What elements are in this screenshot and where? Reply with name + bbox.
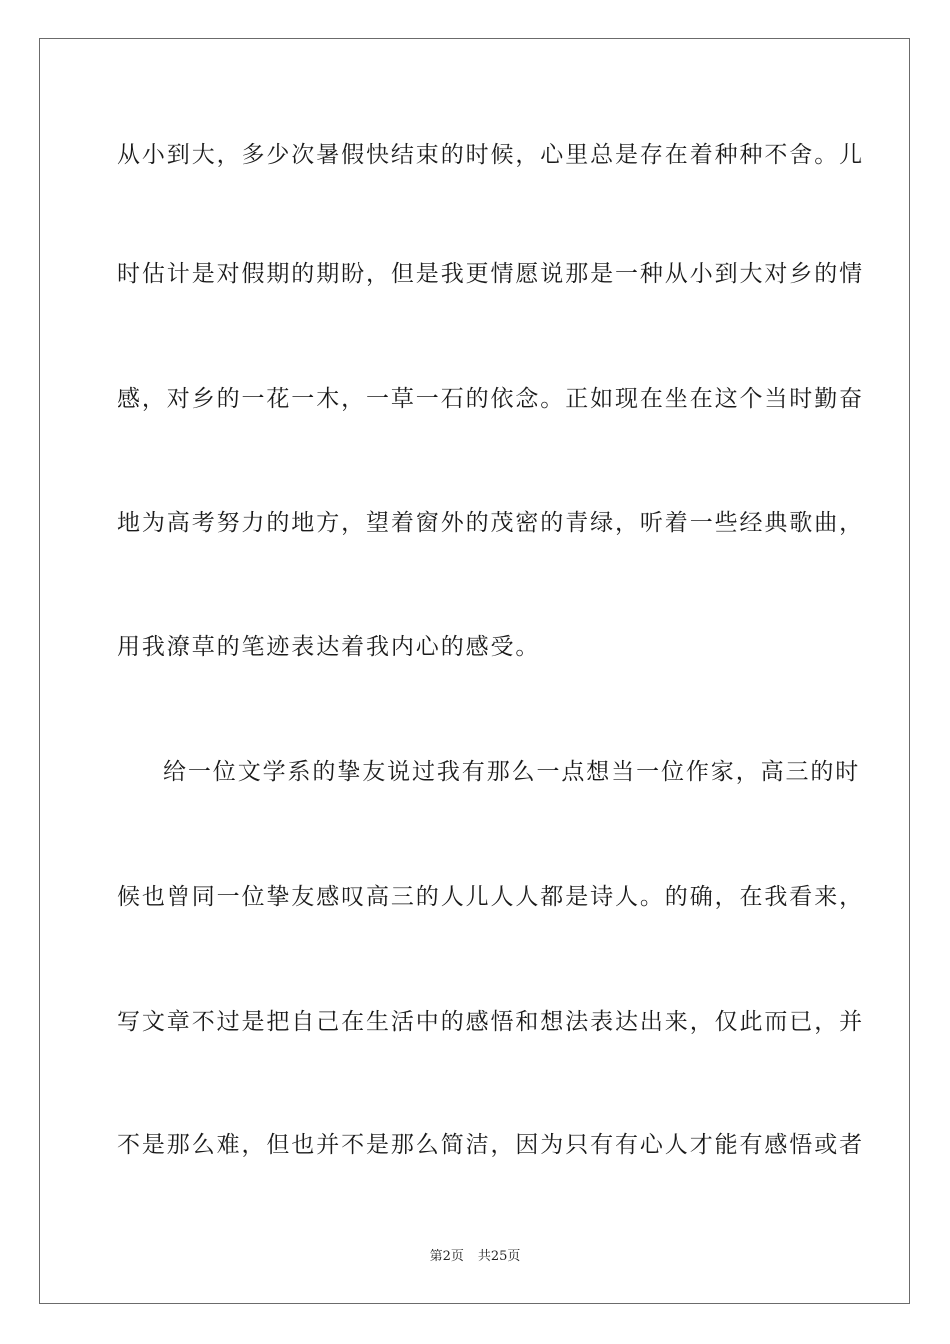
paragraph-1-line-2: 时估计是对假期的期盼，但是我更情愿说那是一种从小到大对乡的情 xyxy=(117,261,864,287)
paragraph-2-line-1: 给一位文学系的挚友说过我有那么一点想当一位作家，高三的时 xyxy=(163,759,861,785)
paragraph-1-line-1: 从小到大，多少次暑假快结束的时候，心里总是存在着种种不舍。儿 xyxy=(117,142,864,168)
page-number: 第2页 xyxy=(429,1249,464,1264)
paragraph-1-line-5: 用我潦草的笔迹表达着我内心的感受。 xyxy=(117,634,541,660)
paragraph-2-line-2: 候也曾同一位挚友感叹高三的人儿人人都是诗人。的确，在我看来， xyxy=(117,884,864,910)
paragraph-2-line-3: 写文章不过是把自己在生活中的感悟和想法表达出来，仅此而已，并 xyxy=(117,1009,864,1035)
paragraph-2-line-4: 不是那么难，但也并不是那么简洁，因为只有有心人才能有感悟或者 xyxy=(117,1132,864,1158)
page-footer xyxy=(0,1248,950,1266)
page-total: 共25页 xyxy=(477,1249,521,1264)
paragraph-1-line-3: 感，对乡的一花一木，一草一石的依念。正如现在坐在这个当时勤奋 xyxy=(117,386,864,412)
page-border xyxy=(39,38,910,1304)
paragraph-1-line-4: 地为高考努力的地方，望着窗外的茂密的青绿，听着一些经典歌曲， xyxy=(117,510,864,536)
